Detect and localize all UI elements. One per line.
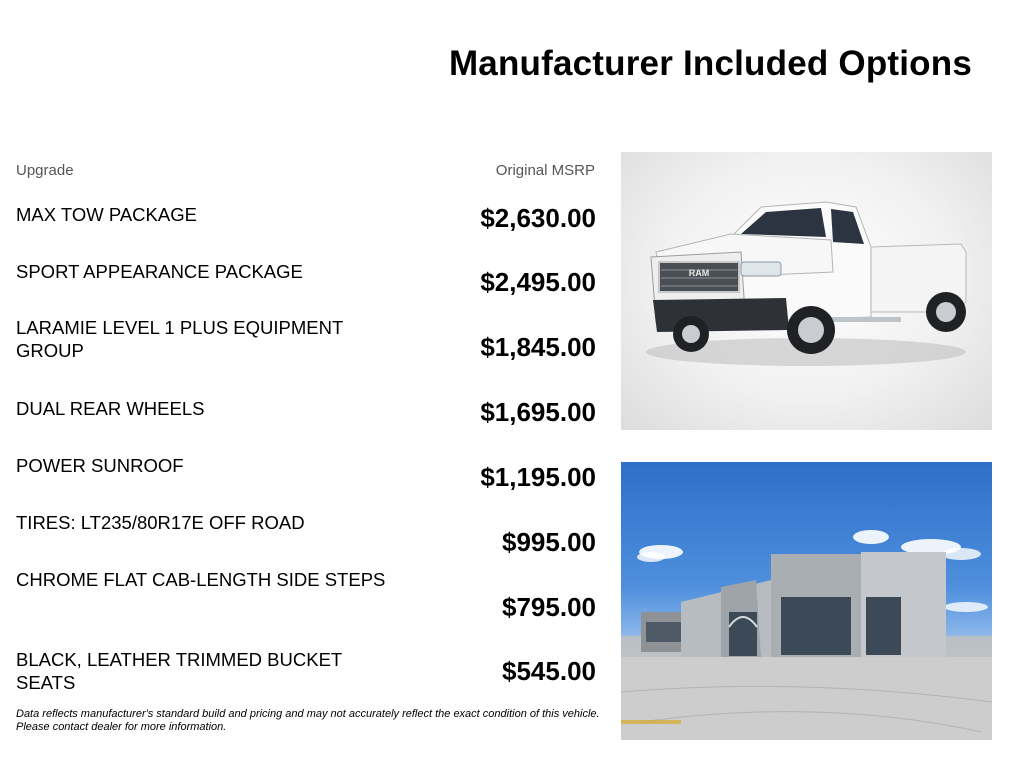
option-name: BLACK, LEATHER TRIMMED BUCKET SEATS bbox=[16, 649, 342, 693]
option-name: LARAMIE LEVEL 1 PLUS EQUIPMENT GROUP bbox=[16, 317, 343, 361]
truck-badge: RAM bbox=[688, 268, 710, 278]
dealership-photo bbox=[621, 462, 992, 740]
option-name: SPORT APPEARANCE PACKAGE bbox=[16, 261, 303, 282]
truck-illustration bbox=[621, 152, 992, 430]
disclaimer-line-1: Data reflects manufacturer's standard build and pricing and may not accurately reflect the exact condition of this vehicle. bbox=[16, 708, 600, 720]
option-price: $1,845.00 bbox=[480, 332, 596, 362]
option-name: CHROME FLAT CAB-LENGTH SIDE STEPS bbox=[16, 569, 386, 590]
option-price: $545.00 bbox=[502, 656, 596, 686]
page-title: Manufacturer Included Options bbox=[448, 44, 972, 83]
option-price: $2,495.00 bbox=[480, 267, 596, 297]
option-name: TIRES: LT235/80R17E OFF ROAD bbox=[16, 512, 305, 533]
disclaimer-footnote bbox=[16, 708, 616, 734]
option-name: MAX TOW PACKAGE bbox=[16, 204, 197, 225]
dealership-illustration bbox=[621, 462, 992, 740]
option-name: POWER SUNROOF bbox=[16, 455, 184, 476]
msrp-column-header: Original MSRP bbox=[495, 162, 595, 179]
option-price: $995.00 bbox=[502, 527, 596, 557]
option-price: $2,630.00 bbox=[480, 203, 596, 233]
upgrade-column-header: Upgrade bbox=[16, 162, 74, 179]
disclaimer-line-2: Please contact dealer for more information. bbox=[16, 721, 227, 733]
truck-photo bbox=[621, 152, 992, 430]
option-price: $1,195.00 bbox=[480, 462, 596, 492]
option-price: $795.00 bbox=[502, 592, 596, 622]
option-price: $1,695.00 bbox=[480, 397, 596, 427]
option-name: DUAL REAR WHEELS bbox=[16, 398, 205, 419]
